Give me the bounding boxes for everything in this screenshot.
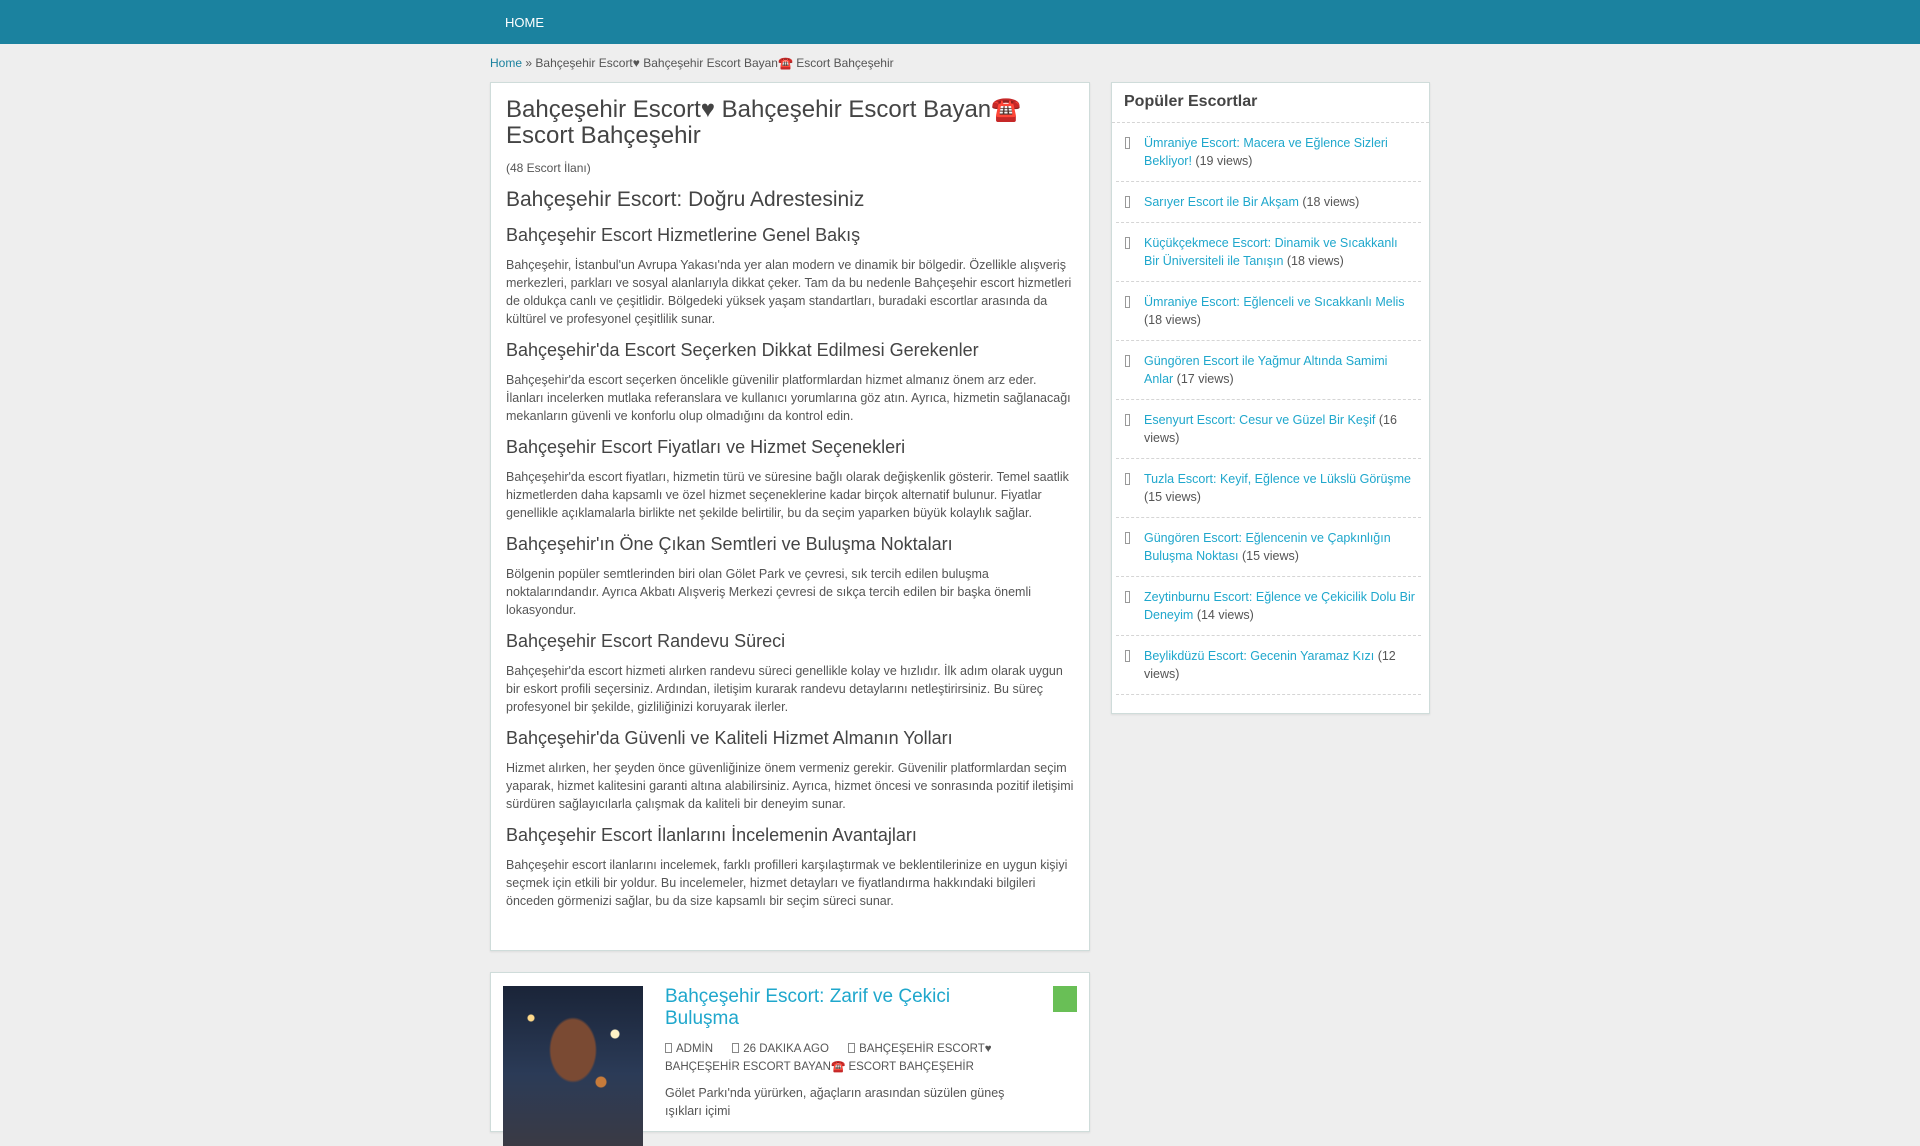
bullet-icon — [1125, 296, 1130, 308]
view-count: (15 views) — [1144, 490, 1201, 504]
view-count: (16 views) — [1144, 413, 1397, 445]
list-item — [1116, 182, 1421, 223]
post-excerpt: Gölet Parkı'nda yürürken, ağaçların arasından süzülen güneş ışıkları içimi — [665, 1086, 1005, 1118]
section-heading: Bahçeşehir'da Escort Seçerken Dikkat Edilmesi Gerekenler — [506, 340, 979, 360]
bullet-icon — [1125, 137, 1130, 149]
bullet-icon — [1125, 196, 1130, 208]
popular-post-link[interactable]: Tuzla Escort: Keyif, Eğlence ve Lükslü Görüşme — [1144, 472, 1412, 486]
popular-post-link[interactable]: Güngören Escort ile Yağmur Altında Samimi Anlar — [1144, 354, 1388, 386]
view-count: (14 views) — [1196, 608, 1254, 622]
view-count: (18 views) — [1144, 313, 1201, 327]
section-text: Hizmet alırken, her şeyden önce güvenliğinize önem vermeniz gerekir. Güvenilir platformlardan seçim yaparak, hizmet kalitesini garanti altına alabilirsiniz. Ayrıca, hizmet öncesi ve sonrasında pozitif iletişimi sürdüren sağlayıcılarla çalışmak da kaliteli bir deneyim sunar. — [506, 761, 1074, 811]
list-item — [1116, 459, 1421, 518]
user-icon — [665, 1043, 672, 1053]
breadcrumb-current: Bahçeşehir Escort♥ Bahçeşehir Escort Bayan☎️ Escort Bahçeşehir — [535, 56, 894, 70]
list-item — [1116, 341, 1421, 400]
list-item — [1116, 223, 1421, 282]
popular-post-link[interactable]: Beylikdüzü Escort: Gecenin Yaramaz Kızı — [1144, 649, 1375, 663]
list-item — [1116, 518, 1421, 577]
status-badge — [1053, 986, 1077, 1012]
section-heading: Bahçeşehir Escort Randevu Süreci — [506, 631, 786, 651]
popular-post-link[interactable]: Güngören Escort: Eğlencenin ve Çapkınlığın Buluşma Noktası — [1144, 531, 1391, 563]
clock-icon — [732, 1043, 739, 1053]
post-category[interactable]: BAHÇEŞEHİR ESCORT♥ BAHÇEŞEHİR ESCORT BAYAN☎️ ESCORT BAHÇEŞEHİR — [665, 1043, 992, 1073]
section-text: Bahçeşehir'da escort fiyatları, hizmetin türü ve süresine bağlı olarak değişkenlik gösterir. Temel saatlik hizmetlerden daha kapsamlı ve özel hizmet seçeneklerine kadar birçok alternatif bulunur. Fiyatlar genellikle açıklamalarla birlikte net şekilde belirtilir, bu da seçim yaparken büyük kolaylık sağlar. — [506, 470, 1069, 520]
sidebar — [1111, 82, 1430, 714]
post-author[interactable]: ADMİN — [676, 1043, 714, 1055]
popular-post-link[interactable]: Sarıyer Escort ile Bir Akşam — [1144, 195, 1299, 209]
post-time: 26 DAKIKA AGO — [743, 1043, 829, 1055]
bullet-icon — [1125, 532, 1130, 544]
list-item — [1116, 282, 1421, 341]
section-text: Bahçeşehir escort ilanlarını incelemek, farklı profilleri karşılaştırmak ve beklentilerinize en uygun kişiyi seçmek için etkili bir yoldur. Bu incelemeler, hizmet detayları ve fiyatlandırma hakkındaki bilgileri önceden görmenizi sağlar, bu da size kapsamlı bir seçim süreci sunar. — [506, 858, 1068, 908]
view-count: (18 views) — [1286, 254, 1344, 268]
bullet-icon — [1125, 355, 1130, 367]
section-text: Bölgenin popüler semtlerinden biri olan Gölet Park ve çevresi, sık tercih edilen buluşma noktalarındandır. Ayrıca Akbatı Alışveriş Merkezi çevresi de sıkça tercih edilen bir başka önemli lokasyondur. — [506, 567, 1032, 617]
popular-post-link[interactable]: Esenyurt Escort: Cesur ve Güzel Bir Keşif — [1144, 413, 1376, 427]
nav-home-link[interactable]: HOME — [505, 14, 544, 30]
section-text: Bahçeşehir'da escort hizmeti alırken randevu süreci genellikle kolay ve hızlıdır. İlk adım olarak uygun bir eskort profili seçersiniz. Ardından, iletişim kurarak randevu detaylarını netleştirirsiniz. Bu süreç profesyonel bir şekilde, gizliliğinizi koruyarak ilerler. — [506, 664, 1063, 714]
page-wrapper — [490, 44, 1430, 1132]
view-count: (12 views) — [1144, 649, 1396, 681]
popular-post-link[interactable]: Küçükçekmece Escort: Dinamik ve Sıcakkanlı Bir Üniversiteli ile Tanışın — [1144, 236, 1398, 268]
list-item — [1116, 636, 1421, 695]
section-text: Bahçeşehir'da escort seçerken öncelikle güvenilir platformlardan hizmet almanız önem arz eder. İlanları incelerken mutlaka referanslara ve kullanıcı yorumlarına göz atın. Ayrıca, hizmetin sağlanacağı mekanların güvenli ve konforlu olup olmadığını da kontrol edin. — [506, 373, 1071, 423]
popular-posts-widget — [1111, 82, 1430, 714]
category-intro-box — [490, 82, 1090, 951]
folder-icon — [848, 1043, 855, 1053]
popular-post-link[interactable]: Ümraniye Escort: Macera ve Eğlence Sizleri Bekliyor! — [1144, 136, 1388, 168]
post-card — [490, 972, 1090, 1132]
bullet-icon — [1125, 473, 1130, 485]
list-item — [1116, 400, 1421, 459]
breadcrumb-separator: » — [525, 56, 533, 70]
listing-count: (48 Escort İlanı) — [506, 161, 591, 175]
list-item — [1116, 123, 1421, 182]
widget-title: Popüler Escortlar — [1112, 83, 1429, 123]
section-heading: Bahçeşehir Escort Fiyatları ve Hizmet Seçenekleri — [506, 437, 906, 457]
section-heading: Bahçeşehir'da Güvenli ve Kaliteli Hizmet Almanın Yolları — [506, 728, 953, 748]
popular-post-link[interactable]: Zeytinburnu Escort: Eğlence ve Çekicilik Dolu Bir Deneyim — [1144, 590, 1415, 622]
main-column — [490, 82, 1090, 1132]
popular-post-link[interactable]: Ümraniye Escort: Eğlenceli ve Sıcakkanlı Melis — [1144, 295, 1405, 309]
view-count: (19 views) — [1195, 154, 1253, 168]
bullet-icon — [1125, 237, 1130, 249]
list-item — [1116, 577, 1421, 636]
section-heading: Bahçeşehir Escort İlanlarını İncelemenin Avantajları — [506, 825, 917, 845]
intro-heading: Bahçeşehir Escort: Doğru Adrestesiniz — [506, 188, 865, 211]
post-meta — [665, 1040, 1027, 1076]
section-text: Bahçeşehir, İstanbul'un Avrupa Yakası'nda yer alan modern ve dinamik bir bölgedir. Özellikle alışveriş merkezleri, parkları ve sosyal alanlarıyla dikkat çeker. Tam da bu nedenle Bahçeşehir escort hizmetleri de oldukça canlı ve çeşitlidir. Bölgedeki yüksek yaşam standartları, buradaki escortlar arasında da kültürel ve profesyonel çeşitlilik sunar. — [506, 258, 1072, 326]
top-navigation — [0, 0, 1920, 44]
view-count: (18 views) — [1302, 195, 1360, 209]
post-thumbnail[interactable] — [503, 986, 643, 1146]
post-title-link[interactable]: Bahçeşehir Escort: Zarif ve Çekici Buluşma — [665, 986, 951, 1029]
breadcrumb — [490, 44, 1430, 82]
view-count: (17 views) — [1176, 372, 1234, 386]
bullet-icon — [1125, 414, 1130, 426]
page-title: Bahçeşehir Escort♥ Bahçeşehir Escort Bayan☎️ Escort Bahçeşehir — [506, 96, 1022, 149]
section-heading: Bahçeşehir'ın Öne Çıkan Semtleri ve Buluşma Noktaları — [506, 534, 953, 554]
bullet-icon — [1125, 591, 1130, 603]
breadcrumb-home-link[interactable]: Home — [490, 56, 523, 70]
view-count: (15 views) — [1241, 549, 1299, 563]
section-heading: Bahçeşehir Escort Hizmetlerine Genel Bakış — [506, 225, 861, 245]
bullet-icon — [1125, 650, 1130, 662]
